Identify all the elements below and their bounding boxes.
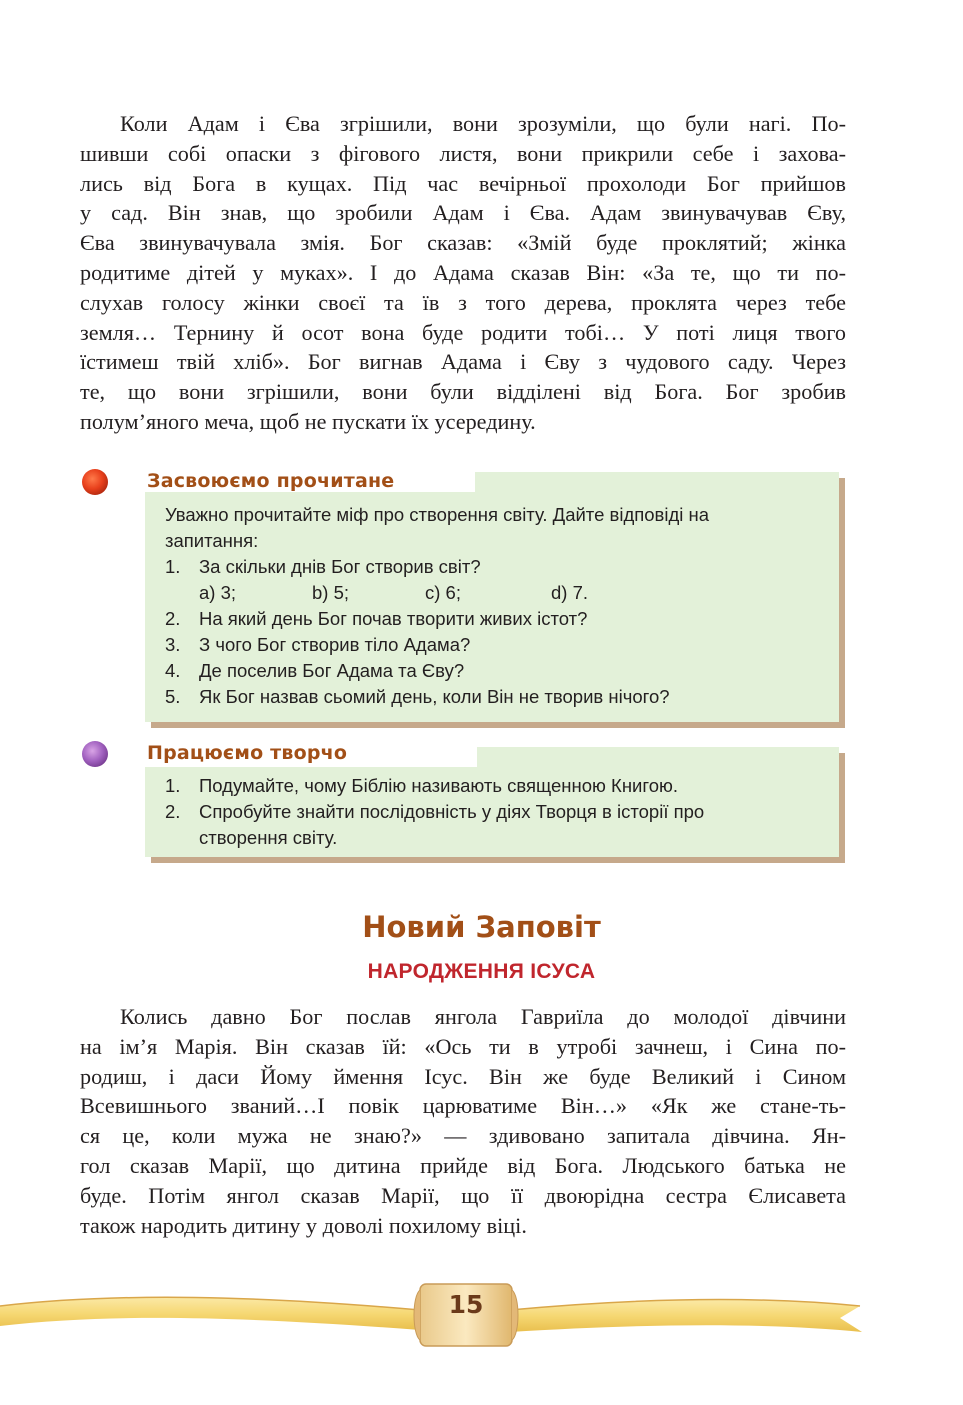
text-line: їстимеш твій хліб». Бог вигнав Адама і Єву з чудового саду. Через [80, 349, 846, 375]
ribbon-footer-decoration [0, 1270, 963, 1370]
task-item [165, 799, 704, 825]
question-item [165, 554, 709, 580]
task-item [165, 773, 704, 799]
text-line: те, що вони згрішили, вони були відділені від Бога. Бог зробив [80, 379, 846, 405]
intro-line: Уважно прочитайте міф про створення світу. Дайте відповіді на [165, 504, 710, 525]
task-number: 1. [165, 775, 181, 796]
section-subtitle: НАРОДЖЕННЯ ІСУСА [367, 960, 596, 983]
question-text: За скільки днів Бог створив світ? [199, 556, 481, 577]
read-comprehension-content [165, 502, 709, 710]
text-line: ся це, коли мужа не знаю?» — здивовано запитала дівчина. Ян- [80, 1123, 846, 1149]
text-line: лись від Бога в кущах. Під час вечірньої прохолоди Бог прийшов [80, 170, 846, 196]
task-number: 2. [165, 801, 181, 822]
question-number: 3. [165, 634, 181, 655]
question-text: З чого Бог створив тіло Адама? [199, 634, 471, 655]
option-d: d) 7. [551, 582, 589, 603]
text-line: також народить дитину у доволі похилому віці. [80, 1212, 527, 1238]
text-line: Коли Адам і Єва згрішили, вони зрозуміли, що були нагі. По- [120, 111, 846, 136]
option-b: b) 5; [312, 582, 350, 603]
question-number: 5. [165, 686, 181, 707]
option-a: a) 3; [199, 582, 237, 603]
question-item [165, 658, 709, 684]
section-heading-creative: Працюємо творчо [147, 742, 348, 764]
intro-line: запитання: [165, 530, 259, 551]
text-line: на ім’я Марія. Він сказав їй: «Ось ти в утробі зачнеш, і Сина по- [80, 1033, 846, 1059]
question-text: На який день Бог почав творити живих істот? [199, 608, 588, 629]
option-c: c) 6; [425, 582, 461, 603]
text-line: буде. Потім янгол сказав Марії, що її двоюрідна сестра Єлисавета [80, 1182, 846, 1208]
question-number: 4. [165, 660, 181, 681]
question-text: Як Бог назвав сьомий день, коли Він не творив нічого? [199, 686, 670, 707]
question-item [165, 606, 709, 632]
question-number: 2. [165, 608, 181, 629]
question-item [165, 632, 709, 658]
text-line: слухав голосу жінки своєї та їв з того дерева, проклята через тебе [80, 289, 846, 315]
text-line: земля… Тернину й осот вона буде родити тобі… У поті лиця твого [80, 319, 846, 345]
section-title: Новий Заповіт [362, 910, 601, 944]
purple-bullet-icon [82, 741, 108, 767]
red-bullet-icon [82, 469, 108, 495]
text-line: Всевишнього званий…І повік царюватиме Він…» «Як же стане-ть- [80, 1093, 846, 1119]
text-line: Єва звинувачувала змія. Бог сказав: «Змій буде проклятий; жінка [80, 230, 846, 256]
section-heading-read: Засвоюємо прочитане [147, 470, 395, 492]
page-number: 15 [448, 1290, 484, 1319]
answer-options [165, 580, 709, 606]
question-number: 1. [165, 556, 181, 577]
task-continuation: створення світу. [199, 827, 338, 848]
text-line: шивши собі опаски з фігового листя, вони прикрили себе і захова- [80, 140, 846, 166]
question-text: Де поселив Бог Адама та Єву? [199, 660, 465, 681]
text-line: гол сказав Марії, що дитина прийде від Бога. Людського батька не [80, 1152, 846, 1178]
task-text: Спробуйте знайти послідовність у діях Творця в історії про [199, 801, 705, 822]
text-line: полум’яного меча, щоб не пускати їх усередину. [80, 408, 536, 434]
paragraph-nativity [80, 1002, 846, 1240]
question-item [165, 684, 709, 710]
text-line: Колись давно Бог послав янгола Гавриїла до молодої дівчини [120, 1004, 846, 1029]
text-line: у сад. Він знав, що зробили Адам і Єва. Адам звинувачував Єву, [80, 200, 846, 226]
text-line: родитиме дітей у муках». І до Адама сказав Він: «За те, що ти по- [80, 259, 846, 285]
text-line: родиш, і даси Йому ймення Ісус. Він же буде Великий і Сином [80, 1063, 846, 1089]
task-text: Подумайте, чому Біблію називають священною Книгою. [199, 775, 679, 796]
creative-work-content [165, 773, 704, 851]
paragraph-adam-eve [80, 109, 846, 437]
